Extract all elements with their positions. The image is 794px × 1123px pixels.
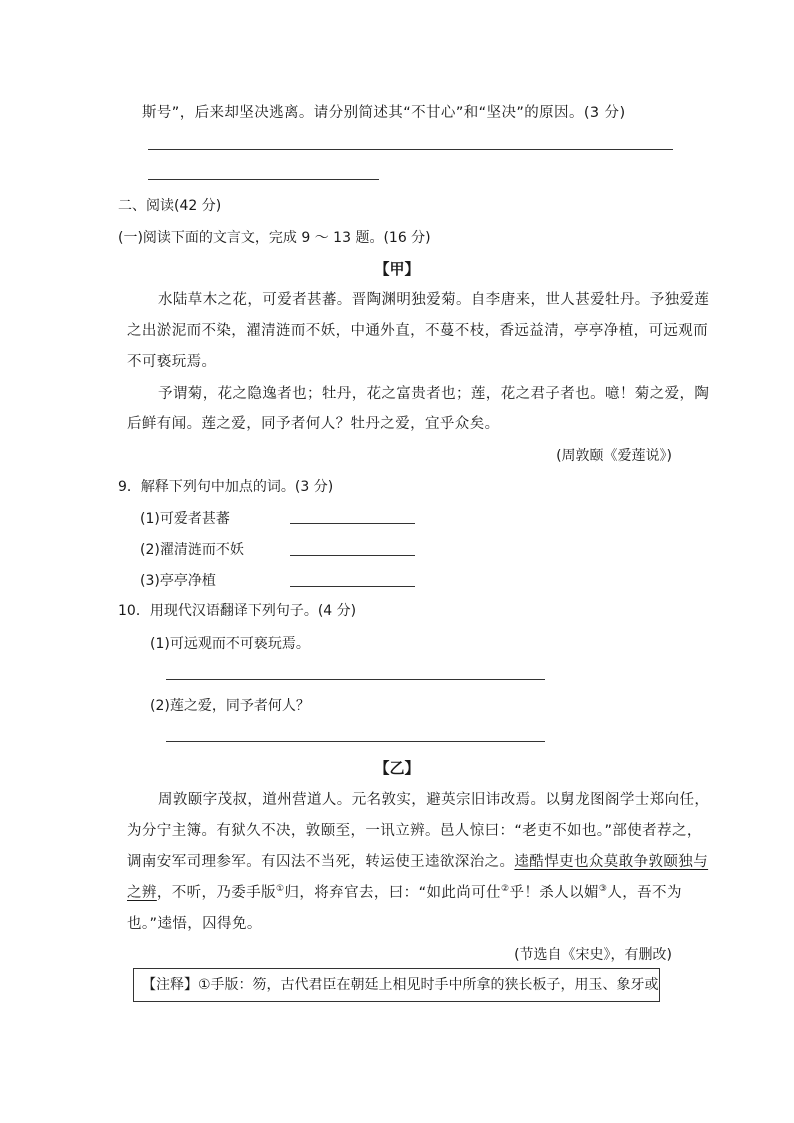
q9-item: (2)濯清涟而不妖 [140,542,244,558]
answer-blank[interactable] [290,523,415,524]
answer-line [148,149,673,150]
footnote-marker: ② [501,884,510,895]
passage-b-text: 归，将弃官去，曰：“如此尚可仕 [284,885,501,901]
q9-item: (1)可爱者甚蕃 [140,511,230,527]
passage-a-line: 水陆草木之花，可爱者甚蕃。晋陶渊明独爱菊。自李唐来，世人甚爱牡丹。予独爱莲 [158,292,710,308]
passage-a-line: 后鲜有闻。莲之爱，同予者何人？牡丹之爱，宜乎众矣。 [127,416,500,432]
answer-line[interactable] [166,741,545,742]
passage-b-line: 周敦颐字茂叔，道州营道人。元名敦实，避英宗旧讳改焉。以舅龙图阁学士郑向任， [158,792,710,808]
passage-b-line [127,852,708,872]
passage-a-line: 不可亵玩焉。 [127,354,217,370]
passage-a-line: 予谓菊，花之隐逸者也；牡丹，花之富贵者也；莲，花之君子者也。噫！菊之爱，陶 [158,386,710,402]
passage-b-label: 【乙】 [374,759,420,777]
question-8-text: 斯号”，后来却坚决逃离。请分别简述其“不甘心”和“坚决”的原因。(3 分) [142,105,626,121]
answer-line[interactable] [166,679,545,680]
answer-blank[interactable] [290,586,415,587]
passage-b-source: (节选自《宋史》，有删改) [514,947,672,963]
passage-b-text: 人，吾不为 [607,885,682,901]
passage-a-line: 之出淤泥而不染，濯清涟而不妖，中通外直，不蔓不枝，香远益清，亭亭净植，可远观而 [127,323,709,339]
passage-b-text: 调南安军司理参军。有囚法不当死，转运使王逵欲深治之。 [127,854,515,870]
subsection-title: (一)阅读下面的文言文，完成 9 ～ 13 题。(16 分) [118,230,431,246]
question-10-stem: 10．用现代汉语翻译下列句子。(4 分) [118,603,357,619]
q10-item: (2)莲之爱，同予者何人？ [150,698,310,714]
answer-line [148,179,379,180]
passage-b-line: 为分宁主簿。有狱久不决，敦颐至，一讯立辨。邑人惊曰：“老吏不如也。”部使者荐之， [127,823,702,839]
section-title: 二、阅读(42 分) [118,198,222,214]
annotation-box [133,968,660,1002]
passage-a-source: (周敦颐《爱莲说》) [556,448,672,464]
q9-item: (3)亭亭净植 [140,573,216,589]
underlined-sentence: 逵酷悍吏也众莫敢争敦颐独与 [514,854,709,870]
question-9-stem: 9．解释下列句中加点的词。(3 分) [118,479,334,495]
footnote-marker: ① [276,884,285,895]
passage-b-line: 也。”逵悟，囚得免。 [127,916,262,932]
passage-a-label: 【甲】 [374,260,420,278]
q10-item: (1)可远观而不可亵玩焉。 [150,636,310,652]
underlined-sentence: 之辨 [127,885,157,901]
passage-b-text: ，不听，乃委手版 [156,885,277,901]
annotation-text: 【注释】①手版：笏，古代君臣在朝廷上相见时手中所拿的狭长板子，用玉、象牙或 [142,977,659,993]
answer-blank[interactable] [290,555,415,556]
passage-b-line [127,883,682,903]
passage-b-text: 乎！杀人以媚 [509,885,599,901]
footnote-marker: ③ [598,884,608,895]
